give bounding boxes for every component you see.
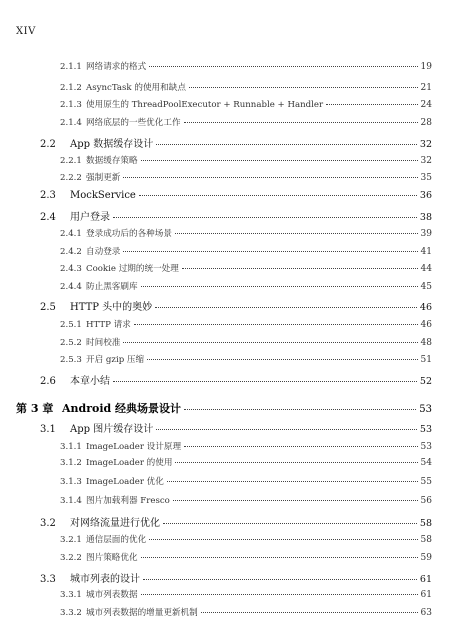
- toc-dot-leader: [155, 307, 417, 308]
- toc-entry-page: 45: [420, 282, 432, 292]
- toc-entry[interactable]: [40, 190, 432, 201]
- toc-entry[interactable]: [60, 262, 432, 274]
- toc-entry-title: 城市列表的设计: [70, 574, 140, 585]
- toc-entry-number: 2.2.2: [60, 173, 82, 183]
- toc-entry-page: 55: [420, 477, 432, 487]
- toc-dot-leader: [141, 594, 418, 595]
- toc-entry-number: 2.1.4: [60, 118, 82, 128]
- toc-entry-number: 3.2.1: [60, 535, 82, 545]
- toc-entry[interactable]: [60, 116, 432, 128]
- toc-dot-leader: [113, 381, 417, 382]
- toc-entry-title: 强制更新: [86, 173, 121, 183]
- toc-entry-title: 通信层面的优化: [86, 535, 147, 545]
- toc-entry-page: 58: [419, 518, 432, 529]
- toc-dot-leader: [113, 217, 417, 218]
- toc-dot-leader: [143, 579, 417, 580]
- toc-entry-page: 24: [420, 100, 432, 110]
- toc-entry-title: 城市列表数据: [86, 590, 138, 600]
- toc-entry-number: 第 3 章: [16, 402, 54, 415]
- toc-entry-number: 2.5.1: [60, 320, 82, 330]
- toc-dot-leader: [182, 268, 418, 269]
- toc-dot-leader: [149, 539, 417, 540]
- toc-entry-number: 2.4.1: [60, 229, 82, 239]
- toc-entry-title: 图片策略优化: [86, 553, 138, 563]
- toc-entry[interactable]: [60, 171, 432, 183]
- toc-entry-page: 19: [420, 62, 432, 72]
- toc-entry-title: 时间校准: [86, 338, 121, 348]
- toc-entry[interactable]: [60, 606, 432, 618]
- toc-entry-title: 对网络流量进行优化: [70, 518, 160, 529]
- toc-entry[interactable]: [60, 280, 432, 292]
- toc-entry-number: 2.1.2: [60, 83, 82, 93]
- toc-entry-number: 2.6: [40, 376, 56, 387]
- toc-entry-page: 56: [420, 496, 432, 506]
- toc-entry-page: 61: [420, 590, 432, 600]
- toc-dot-leader: [326, 104, 417, 105]
- toc-dot-leader: [141, 286, 418, 287]
- toc-entry[interactable]: [40, 372, 432, 387]
- toc-dot-leader: [123, 177, 417, 178]
- toc-entry-number: 3.3.2: [60, 608, 82, 618]
- toc-entry-number: 2.4.3: [60, 264, 82, 274]
- toc-dot-leader: [175, 462, 417, 463]
- toc-entry-title: App 数据缓存设计: [70, 139, 154, 150]
- toc-entry-number: 3.3: [40, 574, 56, 585]
- toc-entry-page: 38: [419, 212, 432, 223]
- toc-entry-number: 3.3.1: [60, 590, 82, 600]
- toc-entry-number: 3.1: [40, 424, 56, 435]
- toc-entry[interactable]: [60, 245, 432, 257]
- toc-entry-page: 61: [419, 574, 432, 585]
- toc-entry-title: 开启 gzip 压缩: [86, 355, 145, 365]
- toc-entry-page: 36: [419, 190, 432, 201]
- toc-dot-leader: [139, 195, 417, 196]
- toc-entry[interactable]: [40, 208, 432, 223]
- toc-entry-title: AsyncTask 的使用和缺点: [86, 83, 186, 93]
- toc-entry[interactable]: [60, 456, 432, 468]
- toc-entry-number: 2.1.3: [60, 100, 82, 110]
- toc-entry-number: 2.4.4: [60, 282, 82, 292]
- toc-entry-number: 2.1.1: [60, 62, 82, 72]
- toc-entry[interactable]: [40, 514, 432, 529]
- toc-entry-page: 63: [420, 608, 432, 618]
- toc-entry-number: 3.1.4: [60, 496, 82, 506]
- toc-entry[interactable]: [60, 154, 432, 166]
- toc-entry-page: 53: [419, 424, 432, 435]
- toc-entry[interactable]: [60, 353, 432, 365]
- toc-dot-leader: [149, 66, 417, 67]
- toc-entry[interactable]: [60, 318, 432, 330]
- toc-entry-title: 使用原生的 ThreadPoolExecutor + Runnable + Handler: [86, 100, 324, 110]
- toc-entry-title: Cookie 过期的统一处理: [86, 264, 179, 274]
- toc-entry-title: 城市列表数据的增量更新机制: [86, 608, 198, 618]
- toc-entry-title: 图片加载利器 Fresco: [86, 496, 170, 506]
- toc-entry-title: HTTP 头中的奥妙: [70, 302, 153, 313]
- toc-dot-leader: [134, 324, 418, 325]
- toc-entry-title: 本章小结: [70, 376, 110, 387]
- toc-entry-page: 53: [420, 442, 432, 452]
- toc-dot-leader: [173, 500, 418, 501]
- toc-entry-page: 59: [420, 553, 432, 563]
- toc-entry-title: HTTP 请求: [86, 320, 131, 330]
- toc-entry[interactable]: [60, 227, 432, 239]
- toc-entry-title: 网络底层的一些优化工作: [86, 118, 181, 128]
- toc-entry-page: 32: [419, 139, 432, 150]
- toc-dot-leader: [184, 446, 417, 447]
- toc-entry[interactable]: [60, 60, 432, 72]
- toc-entry-title: 登录成功后的各种场景: [86, 229, 172, 239]
- toc-entry-page: 39: [420, 229, 432, 239]
- toc-entry-number: 2.4: [40, 212, 56, 223]
- toc-entry[interactable]: [16, 400, 432, 416]
- toc-entry-page: 21: [420, 83, 432, 93]
- toc-entry[interactable]: [40, 135, 432, 150]
- toc-dot-leader: [141, 160, 418, 161]
- toc-entry-page: 53: [419, 404, 432, 415]
- toc-entry-number: 2.5: [40, 302, 56, 313]
- toc-entry-page: 51: [420, 355, 432, 365]
- toc-entry-number: 2.5.2: [60, 338, 82, 348]
- toc-entry[interactable]: [60, 440, 432, 452]
- toc-entry-page: 54: [420, 458, 432, 468]
- toc-entry[interactable]: [40, 420, 432, 435]
- toc-entry-number: 3.2: [40, 518, 56, 529]
- toc-dot-leader: [201, 612, 418, 613]
- toc-entry-page: 41: [420, 247, 432, 257]
- toc-entry-number: 2.4.2: [60, 247, 82, 257]
- toc-dot-leader: [123, 251, 417, 252]
- toc-entry-title: App 图片缓存设计: [70, 424, 154, 435]
- toc-dot-leader: [123, 342, 417, 343]
- toc-dot-leader: [167, 481, 418, 482]
- toc-entry[interactable]: [60, 336, 432, 348]
- toc-entry-number: 2.3: [40, 190, 56, 201]
- toc-entry-number: 3.1.2: [60, 458, 82, 468]
- toc-entry-page: 35: [420, 173, 432, 183]
- toc-entry-page: 52: [419, 376, 432, 387]
- toc-entry-title: ImageLoader 设计原理: [86, 442, 182, 452]
- toc-entry-title: MockService: [70, 190, 136, 201]
- toc-entry[interactable]: [60, 475, 432, 487]
- toc-entry-page: 46: [420, 320, 432, 330]
- toc-entry-page: 48: [420, 338, 432, 348]
- toc-entry-page: 44: [420, 264, 432, 274]
- toc-dot-leader: [175, 233, 418, 234]
- toc-entry-number: 2.2: [40, 139, 56, 150]
- toc-entry-title: Android 经典场景设计: [62, 402, 182, 415]
- toc-entry[interactable]: [60, 98, 432, 110]
- toc-dot-leader: [141, 557, 418, 558]
- toc-dot-leader: [184, 122, 418, 123]
- toc-entry[interactable]: [60, 551, 432, 563]
- toc-entry-title: 自动登录: [86, 247, 121, 257]
- toc-entry-title: ImageLoader 的使用: [86, 458, 173, 468]
- toc-entry-number: 3.2.2: [60, 553, 82, 563]
- toc-dot-leader: [163, 523, 417, 524]
- toc-entry[interactable]: [60, 588, 432, 600]
- toc-entry-title: 网络请求的格式: [86, 62, 147, 72]
- toc-entry-number: 3.1.3: [60, 477, 82, 487]
- toc-entry[interactable]: [60, 81, 432, 93]
- toc-entry-title: ImageLoader 优化: [86, 477, 164, 487]
- toc-entry[interactable]: [40, 570, 432, 585]
- page-number: XIV: [16, 26, 36, 37]
- toc-entry-number: 3.1.1: [60, 442, 82, 452]
- toc-entry-page: 32: [420, 156, 432, 166]
- toc-dot-leader: [156, 144, 417, 145]
- toc-dot-leader: [147, 359, 417, 360]
- toc-dot-leader: [184, 409, 416, 410]
- toc-entry-title: 用户登录: [70, 212, 110, 223]
- toc-entry-page: 46: [419, 302, 432, 313]
- toc-entry[interactable]: [60, 494, 432, 506]
- toc-dot-leader: [189, 87, 418, 88]
- toc-entry-page: 28: [420, 118, 432, 128]
- toc-entry-title: 防止黑客刷库: [86, 282, 138, 292]
- toc-entry-number: 2.2.1: [60, 156, 82, 166]
- toc-entry-number: 2.5.3: [60, 355, 82, 365]
- toc-dot-leader: [156, 429, 417, 430]
- toc-entry-page: 58: [420, 535, 432, 545]
- toc-entry[interactable]: [40, 298, 432, 313]
- toc-entry-title: 数据缓存策略: [86, 156, 138, 166]
- toc-entry[interactable]: [60, 533, 432, 545]
